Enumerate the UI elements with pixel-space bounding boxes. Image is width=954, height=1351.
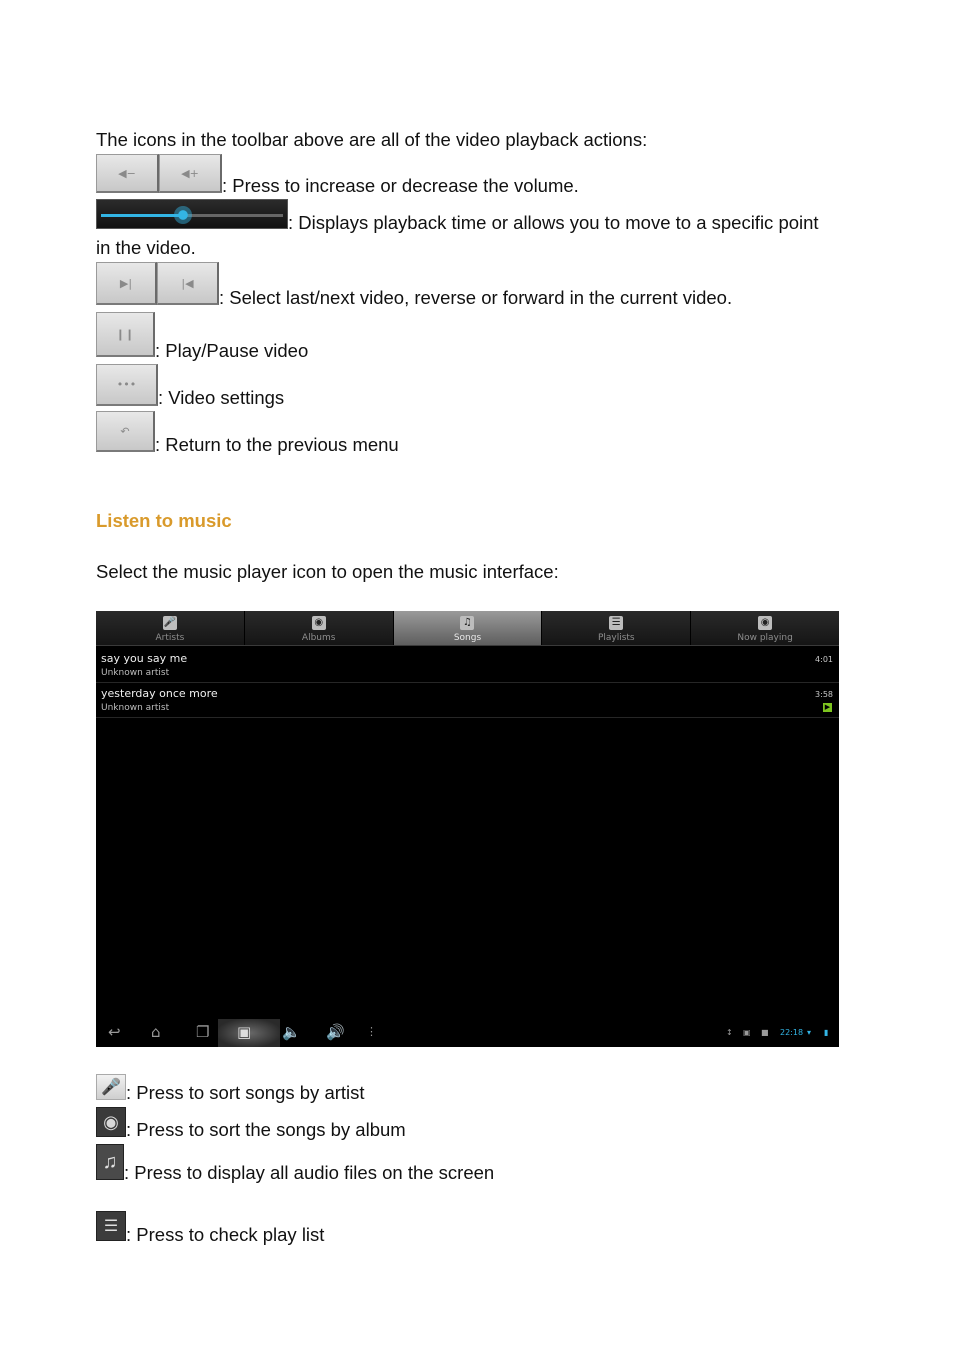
notification-icon: ■ [761, 1028, 769, 1037]
song-artist: Unknown artist [101, 703, 170, 713]
tab-label: Albums [301, 633, 336, 643]
now-playing-icon: ◉ [758, 616, 772, 630]
playlist-icon: ☰ [609, 616, 623, 630]
song-duration: 4:01 [815, 655, 833, 664]
playlist-icon: ☰ [96, 1211, 126, 1241]
music-tab-bar [96, 611, 839, 646]
music-app-screenshot [96, 611, 839, 1047]
back-nav-icon[interactable]: ↩ [108, 1023, 121, 1041]
usb-icon: ↕ [726, 1028, 733, 1037]
recent-apps-icon[interactable]: ❐ [196, 1023, 210, 1041]
status-clock: 22:18 [780, 1028, 804, 1037]
album-sort-description: : Press to sort the songs by album [126, 1119, 406, 1140]
seek-bar [96, 199, 288, 229]
microphone-icon: 🎤 [163, 617, 177, 628]
section-heading: Listen to music [96, 510, 232, 531]
tab-label: Playlists [597, 633, 635, 643]
tab-label: Songs [453, 633, 482, 643]
skip-description: : Select last/next video, reverse or forward in the current video. [219, 287, 733, 308]
pause-icon: ❙❙ [96, 312, 155, 357]
home-nav-icon[interactable]: ⌂ [151, 1023, 161, 1041]
tab-albums[interactable] [245, 611, 394, 645]
tab-now-playing[interactable] [691, 611, 839, 645]
next-icon: ▶| [96, 262, 157, 305]
song-title: yesterday once more [101, 687, 218, 700]
volume-down-icon: ◀− [96, 154, 159, 193]
more-icon: ••• [96, 364, 158, 406]
intro-text: The icons in the toolbar above are all of the video playback actions: [96, 129, 648, 150]
song-row[interactable] [96, 647, 839, 683]
song-artist: Unknown artist [101, 668, 170, 678]
volume-down-nav-icon[interactable]: 🔈 [282, 1023, 301, 1041]
tab-label: Now playing [737, 633, 793, 643]
tab-playlists[interactable] [542, 611, 691, 645]
seek-thumb-icon [174, 206, 192, 224]
album-icon: ◉ [312, 616, 326, 630]
seek-description: : Displays playback time or allows you to move to a specific point [288, 212, 819, 233]
song-title: say you say me [101, 652, 188, 665]
pause-description: : Play/Pause video [155, 340, 309, 361]
volume-up-icon: ◀+ [159, 154, 222, 193]
song-row[interactable] [96, 682, 839, 718]
menu-icon[interactable]: ⋮ [366, 1025, 377, 1038]
tab-songs[interactable] [394, 611, 543, 645]
music-note-icon: ♫ [460, 616, 474, 630]
all-audio-description: : Press to display all audio files on the screen [124, 1162, 495, 1183]
song-duration: 3:58 [815, 690, 833, 699]
music-note-icon: ♫ [96, 1144, 124, 1180]
tab-label: Artists [155, 633, 185, 643]
tab-artists[interactable] [96, 611, 245, 645]
playlist-description: : Press to check play list [126, 1224, 325, 1245]
settings-description: : Video settings [158, 387, 285, 408]
previous-icon: |◀ [157, 262, 219, 305]
battery-icon: ▮ [824, 1028, 829, 1037]
volume-up-nav-icon[interactable]: 🔊 [326, 1023, 345, 1041]
back-description: : Return to the previous menu [155, 434, 399, 455]
back-icon: ↶ [96, 411, 155, 452]
screenshot-icon[interactable]: ▣ [237, 1023, 252, 1041]
section-intro: Select the music player icon to open the music interface: [96, 561, 559, 582]
microphone-icon: 🎤 [96, 1074, 126, 1100]
album-icon: ◉ [96, 1107, 126, 1137]
artist-sort-description: : Press to sort songs by artist [126, 1082, 365, 1103]
system-nav-bar [96, 1019, 839, 1047]
seek-description-continued: in the video. [96, 237, 196, 258]
now-playing-indicator-icon: ▶ [824, 703, 831, 711]
image-icon: ▣ [743, 1028, 751, 1037]
wifi-icon: ▾ [807, 1028, 812, 1037]
volume-description: : Press to increase or decrease the volume. [222, 175, 579, 196]
